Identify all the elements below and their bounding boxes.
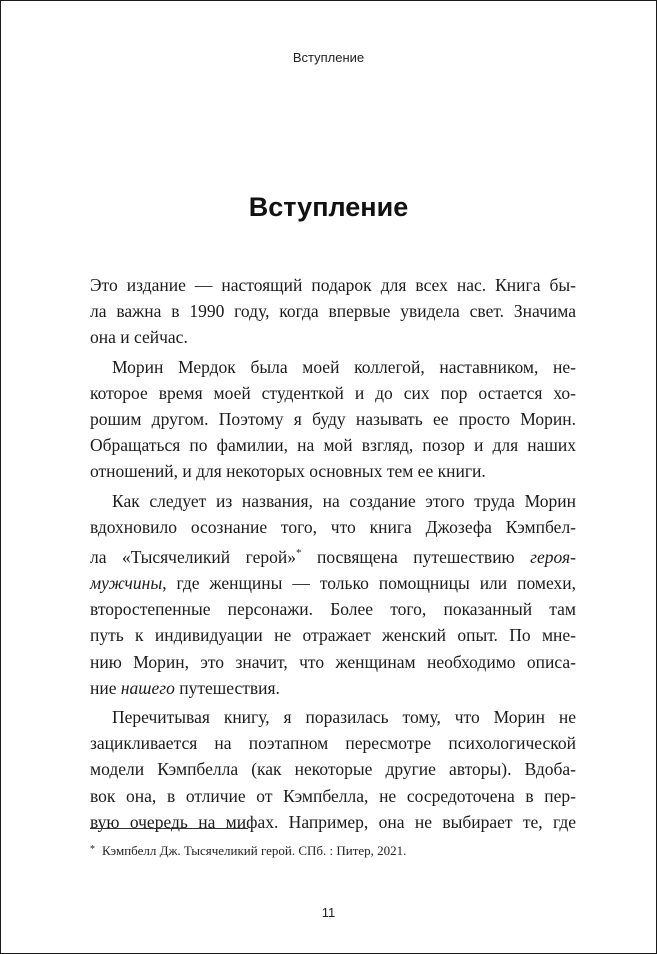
text-line: Перечитывая книгу, я поразилась тому, что Морин не (112, 707, 576, 728)
text-line: ла «Тысячеликий герой»* посвящена путешествию героя- (90, 546, 576, 567)
text-line: Как следует из названия, на создание этого труда Морин (112, 490, 576, 511)
text-line: Морин Мердок была моей коллегой, наставником, не- (112, 356, 576, 377)
footnote-mark: * (90, 844, 95, 855)
text-line: вую очередь на мифах. Например, она не выбирает те, где (90, 811, 576, 832)
footnote (90, 843, 406, 859)
paragraph-4 (90, 704, 576, 835)
footnote-divider (90, 828, 248, 829)
paragraph-1 (90, 272, 576, 351)
text-line: она и сейчас. (90, 327, 188, 348)
footnote-reference[interactable]: * (295, 547, 302, 560)
footnote-text: Кэмпбелл Дж. Тысячеликий герой. СПб. : Питер, 2021. (102, 843, 407, 858)
text-line: ла важна в 1990 году, когда впервые увидела свет. Значима (90, 301, 576, 322)
text-line: модели Кэмпбелла (как некоторые другие авторы). Вдоба- (90, 759, 576, 780)
paragraph-2 (90, 354, 576, 485)
text-line: ние нашего путешествия. (90, 677, 280, 698)
text-line: зацикливается на поэтапном пересмотре психологической (90, 733, 576, 754)
page-number: 11 (321, 905, 336, 920)
text-line: Это издание — настоящий подарок для всех нас. Книга бы- (90, 275, 576, 295)
paragraph-3 (90, 488, 576, 701)
text-line: вок она, в отличие от Кэмпбелла, не сосредоточена в пер- (90, 785, 576, 806)
text-line: Обращаться по фамилии, на мой взгляд, позор и для наших (90, 435, 576, 456)
text-line: мужчины, где женщины — только помощницы или помехи, (90, 573, 576, 594)
running-head: Вступление (292, 50, 365, 65)
text-line: рошим другом. Поэтому я буду называть ее просто Морин. (90, 409, 576, 430)
text-line: путь к индивидуации не отражает женский опыт. По мне- (90, 625, 576, 646)
text-line: нию Морин, это значит, что женщинам необходимо описа- (90, 651, 576, 672)
text-line: вдохновило осознание того, что книга Джозефа Кэмпбел- (90, 516, 576, 537)
text-line: отношений, и для некоторых основных тем ее книги. (90, 461, 486, 482)
chapter-title: Вступление (248, 192, 409, 222)
text-line: которое время моей студенткой и до сих пор остается хо- (90, 382, 576, 403)
body-text (90, 272, 576, 835)
text-line: второстепенные персонажи. Более того, показанный там (90, 599, 576, 620)
